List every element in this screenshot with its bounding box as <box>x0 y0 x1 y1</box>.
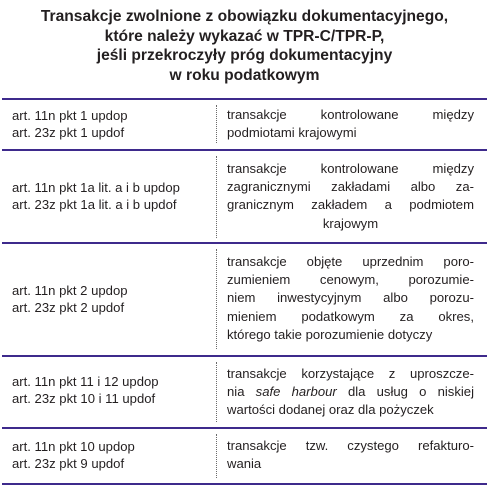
article-ref: art. 23z pkt 9 updof <box>12 455 125 471</box>
description-line: transakcje korzystające z uproszcze- <box>227 366 474 381</box>
articles-cell <box>12 439 222 472</box>
table-row <box>2 151 487 244</box>
description-line: transakcje kontrolowane między <box>227 107 474 122</box>
description-line: zumieniem cenowym, porozumie- <box>227 272 474 288</box>
description-cell <box>227 365 474 420</box>
articles-cell <box>12 108 222 141</box>
article-ref: art. 11n pkt 10 updop <box>12 439 135 454</box>
description-line: transakcje kontrolowane między <box>227 161 474 176</box>
article-ref: art. 23z pkt 1a lit. a i b updof <box>12 196 177 212</box>
description-line: wania <box>227 456 262 472</box>
document-title <box>0 7 489 85</box>
description-line: transakcje tzw. czystego refakturo- <box>227 438 474 453</box>
table-row <box>2 429 487 485</box>
description-line: krajowym <box>322 215 379 231</box>
article-ref: art. 23z pkt 2 updof <box>12 299 125 315</box>
title-line-1: Transakcje zwolnione z obowiązku dokumentacyjnego, <box>40 8 449 25</box>
table-row <box>2 357 487 429</box>
description-text: dla usług o niskiej <box>336 384 474 400</box>
description-line: podmiotami krajowymi <box>227 125 357 141</box>
articles-cell <box>12 283 222 316</box>
article-ref: art. 11n pkt 1a lit. a i b updop <box>12 180 180 195</box>
article-ref: art. 23z pkt 10 i 11 updof <box>12 390 156 406</box>
article-ref: art. 11n pkt 2 updop <box>12 283 128 298</box>
description-line: którego takie porozumienie dotyczy <box>227 326 433 342</box>
description-line-mixed <box>227 383 474 401</box>
description-line: granicznym zakładem a podmiotem <box>227 197 474 213</box>
article-ref: art. 11n pkt 1 updop <box>12 108 128 123</box>
description-line: transakcje objęte uprzednim poro- <box>227 254 474 269</box>
table-row <box>2 244 487 357</box>
title-line-4: w roku podatkowym <box>169 66 320 84</box>
description-line: wartości dodanej oraz dla pożyczek <box>227 402 434 418</box>
articles-cell <box>12 180 222 213</box>
article-ref: art. 11n pkt 11 i 12 updop <box>12 374 159 389</box>
safe-harbour-italic: safe harbour <box>255 384 337 400</box>
description-cell <box>227 437 474 473</box>
description-cell <box>227 106 474 142</box>
description-text: nia <box>227 384 256 400</box>
description-cell <box>227 253 474 344</box>
description-cell <box>227 160 474 233</box>
description-line: zagranicznymi zakładami albo za- <box>227 179 474 195</box>
title-line-2: które należy wykazać w TPR-C/TPR-P, <box>104 27 385 45</box>
description-line: mieniem podatkowym za okres, <box>227 308 474 324</box>
article-ref: art. 23z pkt 1 updof <box>12 124 125 140</box>
articles-cell <box>12 374 222 407</box>
title-line-3: jeśli przekroczyły próg dokumentacyjny <box>96 47 393 64</box>
table-row <box>2 100 487 151</box>
description-line: niem inwestycyjnym albo porozu- <box>227 290 474 306</box>
